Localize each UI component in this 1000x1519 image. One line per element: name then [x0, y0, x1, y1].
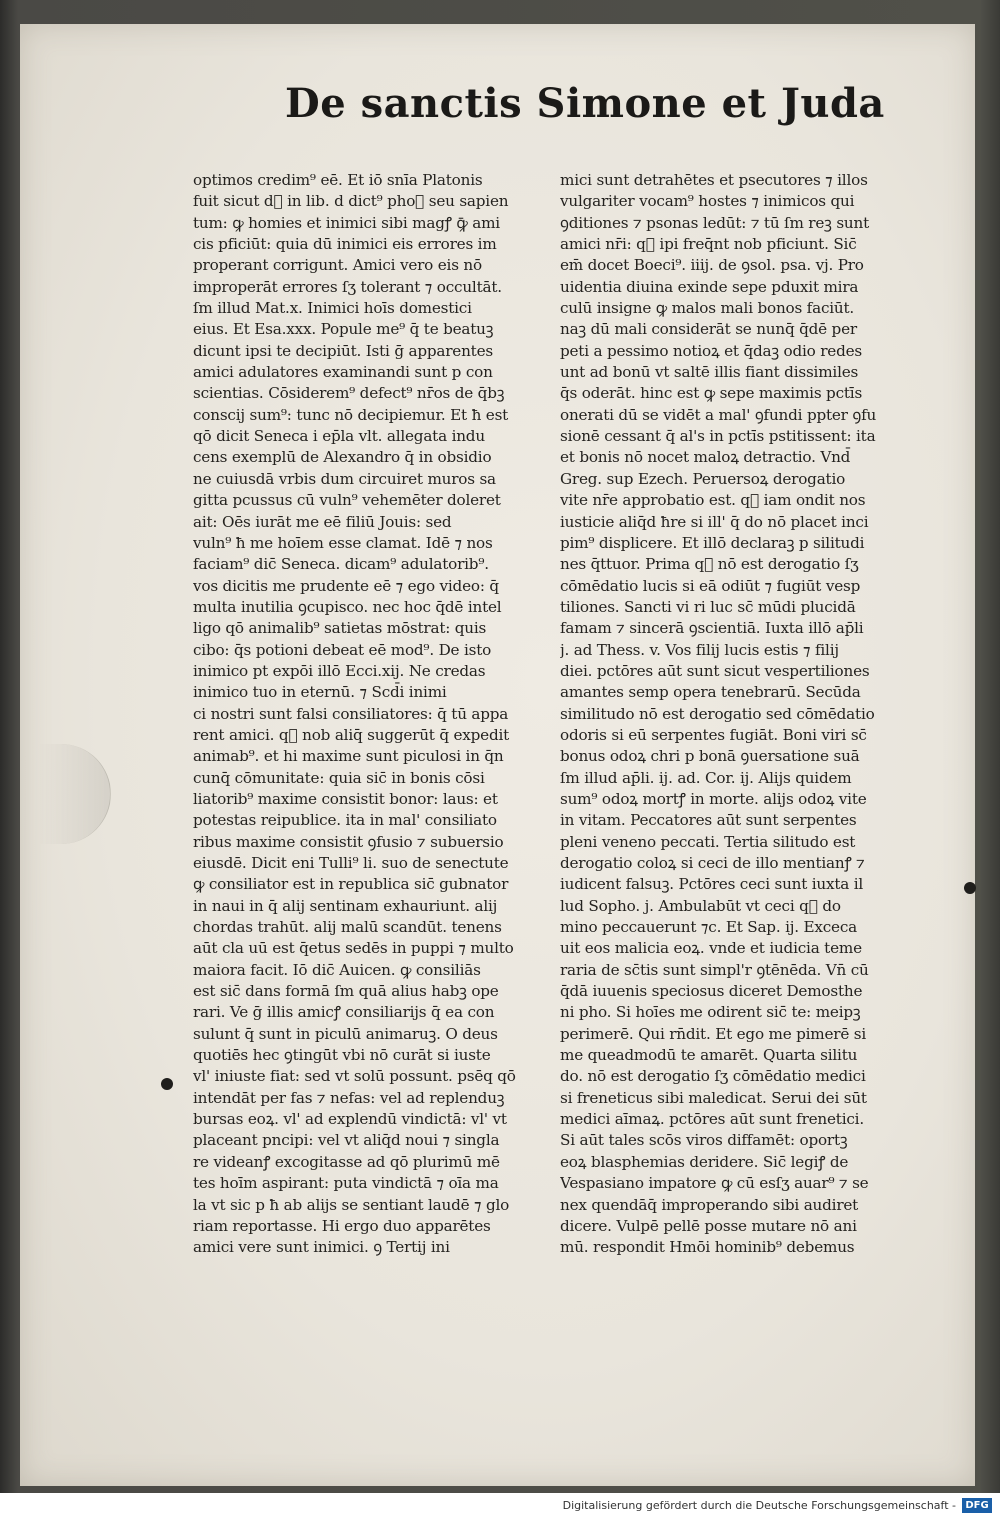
- text-line: pim⁹ displicere. Et illō declaraꝫ p silitudi: [560, 533, 865, 552]
- text-line: sionē cessant q̄ al's in pctīs pstitissent: ita: [560, 427, 876, 446]
- text-line: naꝫ dū mali considerāt se nunq̄ q̄dē per: [560, 320, 857, 339]
- text-line: scientias. Cōsiderem⁹ defect⁹ nr̄os de q̄bꝫ: [193, 384, 505, 403]
- text-line: eoꝝ blasphemias deridere. Sic̄ legiꝭ de: [560, 1152, 849, 1171]
- page-fold-shadow: [40, 744, 111, 844]
- text-line: vite nr̄e approbatio est. q᷑ iam ondit nos: [560, 491, 866, 510]
- text-line: conscij sum⁹: tunc nō decipiemur. Et ħ est: [193, 405, 509, 424]
- text-line: gitta pcussus cū vuln⁹ vehemēter doleret: [193, 491, 501, 510]
- text-line: iusticie aliq̄d ħre si ill' q̄ do nō placet inci: [560, 512, 869, 531]
- text-line: tes hoīm aspirant: puta vindictā ⁊ oīa ma: [193, 1174, 499, 1193]
- text-line: properant corrigunt. Amici vero eis nō: [193, 256, 482, 275]
- text-line: derogatio coloꝝ si ceci de illo mentianꝭ ⁊: [560, 854, 865, 872]
- text-line: me queadmodū te amarēt. Quarta silitu: [560, 1046, 858, 1065]
- text-line: nex quendāq̄ improperando sibi audiret: [560, 1195, 859, 1214]
- text-line: sulunt q̄ sunt in piculū animaruꝫ. O deus: [193, 1024, 498, 1043]
- text-line: cōmēdatio lucis si eā odiūt ⁊ fugiūt vesp: [560, 576, 861, 595]
- text-line: nes q̄ttuor. Prima q᷑ nō est derogatio ſʒ: [560, 555, 859, 574]
- text-line: fuit sicut d᷑ in lib. d dict⁹ phoꝝ seu sapien: [193, 192, 509, 211]
- text-line: ne cuiusdā vrbis dum circuiret muros sa: [193, 469, 496, 488]
- text-line: amici vere sunt inimici. ꝯ Tertij ini: [193, 1238, 450, 1257]
- text-line: mino peccauerunt ⁊c. Et Sap. ij. Exceca: [560, 918, 858, 937]
- text-line: raria de sc̄tis sunt simpl'r ꝯtēnēda. Vn̄ cū: [560, 960, 869, 979]
- text-line: em̄ docet Boeci⁹. iiij. de ꝯsol. psa. vj. Pro: [560, 256, 864, 275]
- text-line: quotiēs hec ꝯtingūt vbi nō curāt si iuste: [193, 1046, 491, 1065]
- binding-hole: [964, 882, 976, 894]
- text-line: bursas eoꝝ. vl' ad explendū vindictā: vl' vt: [193, 1110, 507, 1129]
- text-line: uit eos malicia eoꝝ. vnde et iudicia teme: [560, 939, 862, 958]
- text-line: cens exemplū de Alexandro q̄ in obsidio: [193, 448, 492, 467]
- digitization-footer: [0, 1493, 1000, 1519]
- text-line: pleni veneno peccati. Tertia silitudo est: [560, 832, 856, 851]
- footer-credit: Digitalisierung gefördert durch die Deutsche Forschungsgemeinschaft -: [562, 1499, 956, 1512]
- text-line: unt ad bonū vt saltē illis fiant dissimiles: [560, 363, 859, 382]
- text-line: qō dicit Seneca i ep̄la vlt. allegata indu: [193, 427, 485, 446]
- text-line: dicere. Vulpē pellē posse mutare nō ani: [560, 1216, 857, 1235]
- text-line: vuln⁹ ħ me hoīem esse clamat. Idē ⁊ nos: [193, 533, 493, 552]
- text-line: eiusdē. Dicit eni Tulli⁹ li. suo de senectute: [193, 854, 509, 872]
- text-line: diei. pctōres aūt sunt sicut vespertiliones: [560, 661, 870, 680]
- text-line: j. ad Thess. v. Vos filij lucis estis ⁊ filij: [560, 640, 839, 659]
- text-line: re videanꝭ excogitasse ad qō plurimū mē: [193, 1152, 500, 1171]
- text-line: cunq̄ cōmunitate: quia sic̄ in bonis cōsi: [193, 768, 485, 787]
- text-line: Greg. sup Ezech. Peruersoꝝ derogatio: [560, 469, 846, 488]
- text-line: Vespasiano impatore ꝙ cū esſʒ auar⁹ ⁊ se: [560, 1174, 869, 1193]
- text-line: vulgariter vocam⁹ hostes ⁊ inimicos qui: [560, 192, 855, 211]
- text-line: improperāt errores ſʒ tolerant ⁊ occultāt.: [193, 277, 502, 296]
- text-line: animab⁹. et hi maxime sunt piculosi in q̄n: [193, 747, 504, 766]
- text-line: ꝯditiones ⁊ psonas ledūt: ⁊ tū ſm reꝫ sunt: [560, 213, 869, 232]
- text-line: in vitam. Peccatores aūt sunt serpentes: [560, 811, 857, 830]
- text-line: uidentia diuina exinde sepe pduxit mira: [560, 277, 859, 296]
- text-line: maiora facit. Iō dic̄ Auicen. ꝙ consiliās: [193, 960, 481, 979]
- text-line: intendāt per fas ⁊ nefas: vel ad replenduꝫ: [193, 1088, 505, 1107]
- text-line: lud Sopho. j. Ambulabūt vt ceci q᷑ do: [560, 896, 841, 915]
- text-line: aūt cla uū est q̄etus sedēs in puppi ⁊ multo: [193, 939, 514, 958]
- text-line: tum: ꝙ homies et inimici sibi magꝭ ꝙ̄ ami: [193, 213, 500, 232]
- text-line: culū insigne ꝙ malos mali bonos faciūt.: [560, 299, 855, 318]
- text-line: amici adulatores examinandi sunt p con: [193, 363, 493, 382]
- text-line: sum⁹ odoꝝ mortꝭ in morte. alijs odoꝝ vite: [560, 789, 867, 808]
- text-line: optimos credim⁹ eē. Et iō snīa Platonis: [193, 171, 483, 189]
- text-line: iudicent falsuꝫ. Pctōres ceci sunt iuxta il: [560, 875, 864, 894]
- text-line: similitudo nō est derogatio sed cōmēdatio: [560, 704, 875, 723]
- text-line: dicunt ipsi te decipiūt. Isti ḡ apparentes: [193, 341, 493, 360]
- text-line: bonus odoꝝ chri p bonā ꝯuersatione suā: [560, 747, 860, 766]
- text-line: inimico tuo in eternū. ⁊ Scd̄i inimi: [193, 683, 447, 702]
- binding-hole: [161, 1078, 173, 1090]
- text-line: amici nr̄i: q᷑ ipi freq̄nt nob pficiunt. Sic̄: [560, 235, 857, 254]
- text-line: inimico pt expōi illō Ecci.xij. Ne credas: [193, 661, 486, 680]
- text-line: ni pho. Si hoīes me odirent sic̄ te: meipꝫ: [560, 1003, 861, 1022]
- text-line: chordas trahūt. alij malū scandūt. tenens: [193, 918, 502, 937]
- text-line: q̄s oderāt. hinc est ꝙ sepe maximis pctīs: [560, 384, 863, 403]
- text-line: liatorib⁹ maxime consistit bonor: laus: et: [193, 789, 498, 808]
- text-line: rent amici. q᷑ nob aliq̄ suggerūt q̄ expedit: [193, 725, 510, 744]
- text-line: riam reportasse. Hi ergo duo apparētes: [193, 1216, 491, 1235]
- text-line: si freneticus sibi maledicat. Serui dei sūt: [560, 1088, 867, 1107]
- text-line: in naui in q̄ alij sentinam exhauriunt. alij: [193, 896, 498, 915]
- text-line: ꝙ consiliator est in republica sic̄ gubnator: [193, 875, 509, 894]
- text-line: multa inutilia ꝯcupisco. nec hoc q̄dē intel: [193, 597, 502, 616]
- dfg-logo[interactable]: DFG: [962, 1498, 992, 1513]
- text-line: cibo: q̄s potioni debeat eē mod⁹. De isto: [193, 640, 492, 659]
- text-line: do. nō est derogatio ſʒ cōmēdatio medici: [560, 1067, 866, 1086]
- text-line: amantes semp opera tenebrarū. Secūda: [560, 683, 861, 702]
- text-line: medici aīmaꝝ. pctōres aūt sunt frenetici.: [560, 1110, 864, 1129]
- text-line: rari. Ve ḡ illis amicꝭ consiliarijs q̄ ea con: [193, 1003, 495, 1022]
- text-line: ligo qō animalib⁹ satietas mōstrat: quis: [193, 619, 487, 638]
- text-line: q̄dā iuuenis speciosus diceret Demosthe: [560, 982, 863, 1001]
- text-line: Si aūt tales scōs viros diffamēt: oportꝫ: [560, 1131, 848, 1150]
- text-line: ait: Oēs iurāt me eē filiū Jouis: sed: [193, 512, 452, 531]
- text-line: est sic̄ dans formā ſm quā alius habꝫ ope: [193, 982, 499, 1001]
- text-line: onerati dū se vidēt a mal' ꝯfundi ppter ꝯfu: [560, 405, 877, 424]
- text-line: vos dicitis me prudente eē ⁊ ego video: q̄: [193, 576, 499, 595]
- text-column-right: [560, 170, 938, 1259]
- text-line: vl' iniuste fiat: sed vt solū possunt. psēq qō: [193, 1067, 516, 1086]
- text-line: la vt sic p ħ ab alijs se sentiant laudē ⁊ glo: [193, 1195, 510, 1214]
- text-line: odoris si eū serpentes fugiāt. Boni viri sc̄: [560, 725, 867, 744]
- text-line: placeant pncipi: vel vt aliq̄d noui ⁊ singla: [193, 1131, 500, 1150]
- text-line: famam ⁊ sincerā ꝯscientiā. Iuxta illō ap̄li: [560, 619, 864, 638]
- text-line: et bonis nō nocet maloꝝ detractio. Vnd̄: [560, 448, 851, 467]
- text-line: eius. Et Esa.xxx. Popule me⁹ q̄ te beatuꝫ: [193, 320, 494, 339]
- text-line: mū. respondit Hmōi hominib⁹ debemus: [560, 1238, 855, 1257]
- text-line: peti a pessimo notioꝝ et q̄daꝫ odio redes: [560, 341, 862, 360]
- text-line: ſm illud Mat.x. Inimici hoīs domestici: [193, 299, 472, 318]
- running-title: De sanctis Simone et Juda: [285, 80, 885, 127]
- text-line: cis pficiūt: quia dū inimici eis errores im: [193, 235, 497, 254]
- text-line: faciam⁹ dic̄ Seneca. dicam⁹ adulatorib⁹.: [193, 555, 489, 574]
- text-line: ribus maxime consistit ꝯfusio ⁊ subuersio: [193, 832, 504, 851]
- text-line: ſm illud ap̄li. ij. ad. Cor. ij. Alijs quidem: [560, 768, 852, 787]
- text-line: tiliones. Sancti vi ri luc sc̄ mūdi plucidā: [560, 597, 856, 616]
- text-column-left: [193, 170, 551, 1259]
- text-line: potestas reipublice. ita in mal' consiliato: [193, 811, 497, 830]
- text-line: perimerē. Qui rn̄dit. Et ego me pimerē si: [560, 1024, 867, 1043]
- text-line: ci nostri sunt falsi consiliatores: q̄ tū appa: [193, 704, 509, 723]
- text-line: mici sunt detrahētes et psecutores ⁊ illos: [560, 171, 868, 189]
